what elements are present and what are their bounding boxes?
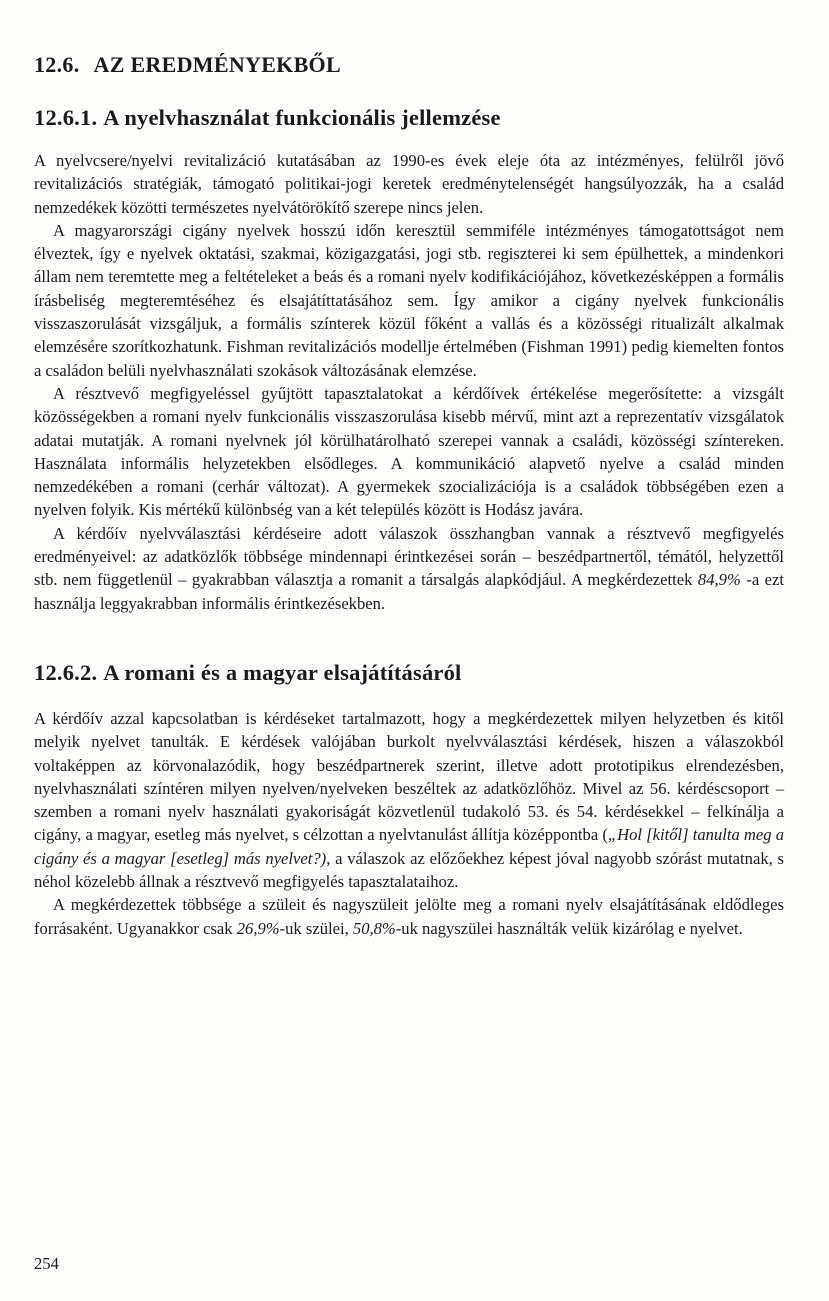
percentage-value: 84,9% [697,570,741,590]
quoted-question: „Hol [kitől] tanulta meg a cigány és a magyar [esetleg] más nyelvet?) [34,825,784,868]
paragraph-text: A kérdőív nyelvválasztási kérdéseire adott válaszok összhangban vannak a résztvevő megfigyelés eredményeivel: az adatközlők többsége mindennapi érintkezései során – beszédpartnertől, témától, helyzettől stb. nem függetlenül – gyakrabban választja a romanit a társalgás alapkódjául. A megkérdezettek [34,523,784,590]
page-content [34,52,784,940]
section-title-1: A nyelvhasználat funkcionális jellemzése [103,105,501,130]
chapter-title: AZ EREDMÉNYEKBŐL [93,52,341,77]
paragraph [34,522,784,615]
paragraph: A résztvevő megfigyeléssel gyűjtött tapasztalatokat a kérdőívek értékelése megerősítette: a vizsgált közösségekben a romani nyelv funkcionális visszaszorulása kisebb mérvű, mint azt a reprezentatív vizsgálatok adatai mutatják. A romani nyelvnek jól körülhatárolható szerepei vannak a családi, közösségi színtereken. Használata informális helyzetekben elsődleges. A kommunikáció alapvető nyelve a család minden nemzedékében a romani (cerhár változat). A gyermekek szocializációja is a családok többségében ezen a nyelven folyik. Kis mértékű különbség van a két település között is Hodász javára. [34,383,784,520]
percentage-value: 50,8% [352,918,396,938]
section-body-2 [34,707,784,940]
chapter-number: 12.6. [34,52,80,77]
section-title-2: A romani és a magyar elsajátításáról [103,659,462,685]
paragraph: A nyelvcsere/nyelvi revitalizáció kutatásában az 1990-es évek eleje óta az intézményes, felülről jövő revitalizációs stratégiák, támogató politikai-jogi keretek eredménytelenségét hangsúlyozzák, ha a család nemzedékek közötti természetes nyelvátörökítő szerepe nincs jelen. [34,151,784,217]
paragraph-text: A kérdőív azzal kapcsolatban is kérdéseket tartalmazott, hogy a megkérdezettek milyen helyzetben és kitől melyik nyelvet tanulták. E kérdések valójában burkolt nyelvválasztási kérdések, hiszen a válaszokból voltaképpen az körvonalazódik, hogy beszédpartnerek szerint, illetve adott prototipikus elrendezésben, nyelvhasználati színtéren milyen nyelven/nyelveken beszéltek az adatközlőhöz. Mivel az 56. kérdéscsoport – szemben a romani nyelv használati gyakoriságát közvetlenül tudakoló 53. és 54. kérdésekkel – felkínálja a cigány, a magyar, esetleg más nyelvet, s célzottan a nyelvtanulást állítja középpontba ( [34,708,784,845]
section-body-1 [34,149,784,615]
paragraph [34,707,784,893]
paragraph [34,893,784,940]
paragraph-text: -uk szülei, [279,918,353,938]
chapter-heading [34,52,784,78]
section-number-1: 12.6.1. [34,105,98,130]
paragraph-text: -uk nagyszülei használták velük kizárólag e nyelvet. [395,918,743,938]
paragraph: A magyarországi cigány nyelvek hosszú időn keresztül semmiféle intézményes támogatottságot nem élveztek, így e nyelvek oktatási, szakmai, közigazgatási, jogi stb. regiszterei ki sem épülhettek, a mindenkori állam nem teremtette meg a feltételeket a beás és a romani nyelv kodifikációjához, következésképpen a formális írásbeliség megteremtéséhez és elsajátíttatásához sem. Így amikor a cigány nyelvek funkcionális visszaszorulását vizsgáljuk, a formális színterek közül főként a vallás és a közösségi ritualizált alkalmak elemzésére szorítkozhatunk. Fishman revitalizációs modellje értelmében (Fishman 1991) pedig kiemelten fontos a családon belüli nyelvhasználati szokások változásának elemzése. [34,220,784,380]
paragraph-text: A megkérdezettek többsége a szüleit és nagyszüleit jelölte meg a romani nyelv elsajátításának eldődleges forrásaként. Ugyanakkor csak [34,895,784,938]
percentage-value: 26,9% [236,918,280,938]
section-heading-1 [34,105,784,131]
paragraph-text: -a ezt használja leggyakrabban informális érintkezésekben. [34,570,785,613]
paragraph-text: , a válaszok az előzőekhez képest jóval nagyobb szórást mutatnak, s néhol közelebb állnak a résztvevő megfigyelés tapasztalataihoz. [34,848,784,892]
section-number-2: 12.6.2. [34,659,98,685]
page-number: 254 [34,1254,59,1273]
section-heading-2 [34,660,784,686]
